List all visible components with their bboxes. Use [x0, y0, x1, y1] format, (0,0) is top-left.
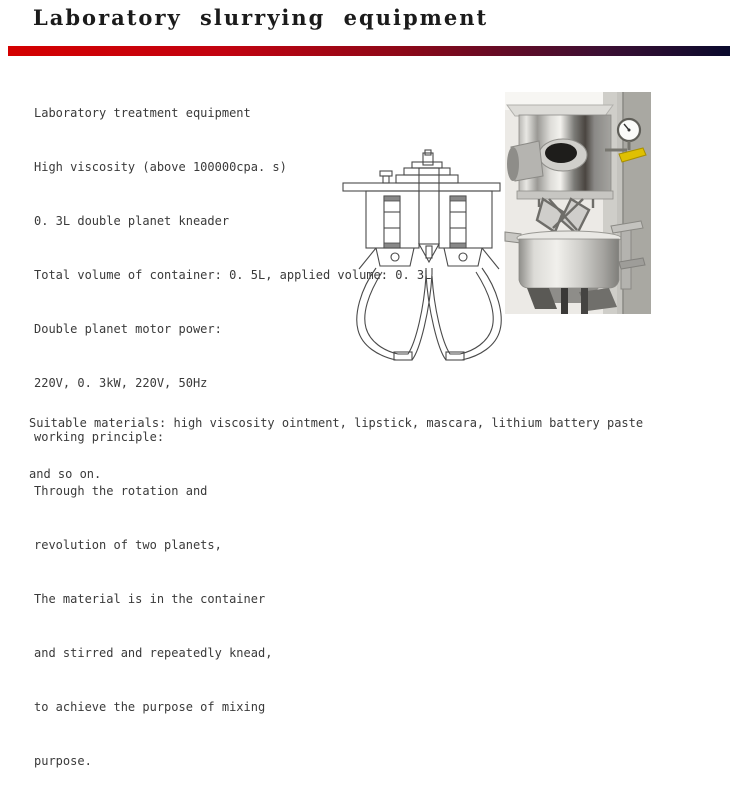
head-flange: [507, 105, 613, 116]
spec-line: purpose.: [34, 754, 92, 768]
page-title: Laboratory slurrying equipment: [33, 5, 489, 30]
spec-line: 220V, 0. 3kW, 220V, 50Hz: [34, 376, 208, 390]
spec-line: The material is in the container: [34, 592, 266, 606]
hub-flange: [396, 175, 458, 183]
mounting-plate: [343, 183, 500, 191]
shaft-right: [450, 196, 466, 248]
mixing-pot: [519, 239, 619, 288]
spec-line: High viscosity (above 100000cpa. s): [34, 160, 287, 174]
spec-line: revolution of two planets,: [34, 538, 222, 552]
spec-line: and stirred and repeatedly knead,: [34, 646, 273, 660]
spec-line: Through the rotation and: [34, 484, 208, 498]
hub-step: [404, 168, 450, 175]
spec-line: working principle:: [34, 430, 165, 444]
paddle-hub-left: [376, 248, 414, 266]
kneader-cross-section-diagram: [338, 150, 508, 368]
center-cone: [419, 244, 439, 262]
accent-divider-bar: [8, 46, 730, 56]
paddle-hub-right: [444, 248, 482, 266]
spec-line: Laboratory treatment equipment: [34, 106, 251, 120]
paddle-right: [426, 268, 501, 360]
center-shaft: [419, 168, 439, 244]
spec-line: Double planet motor power:: [34, 322, 222, 336]
shaft-left: [384, 196, 400, 248]
pot-bracket: [621, 227, 631, 289]
paddle-left: [357, 268, 432, 360]
footer-line: Suitable materials: high viscosity ointment, lipstick, mascara, lithium battery paste: [29, 416, 644, 430]
footer-line: and so on.: [29, 467, 102, 481]
equipment-photo: [505, 92, 651, 314]
plate-bolt: [380, 171, 392, 176]
spec-line: to achieve the purpose of mixing: [34, 700, 266, 714]
suitable-materials-text: [29, 381, 643, 517]
spec-line: Total volume of container: 0. 5L, applied volume: 0. 3L: [34, 268, 432, 282]
spec-line: 0. 3L double planet kneader: [34, 214, 230, 228]
